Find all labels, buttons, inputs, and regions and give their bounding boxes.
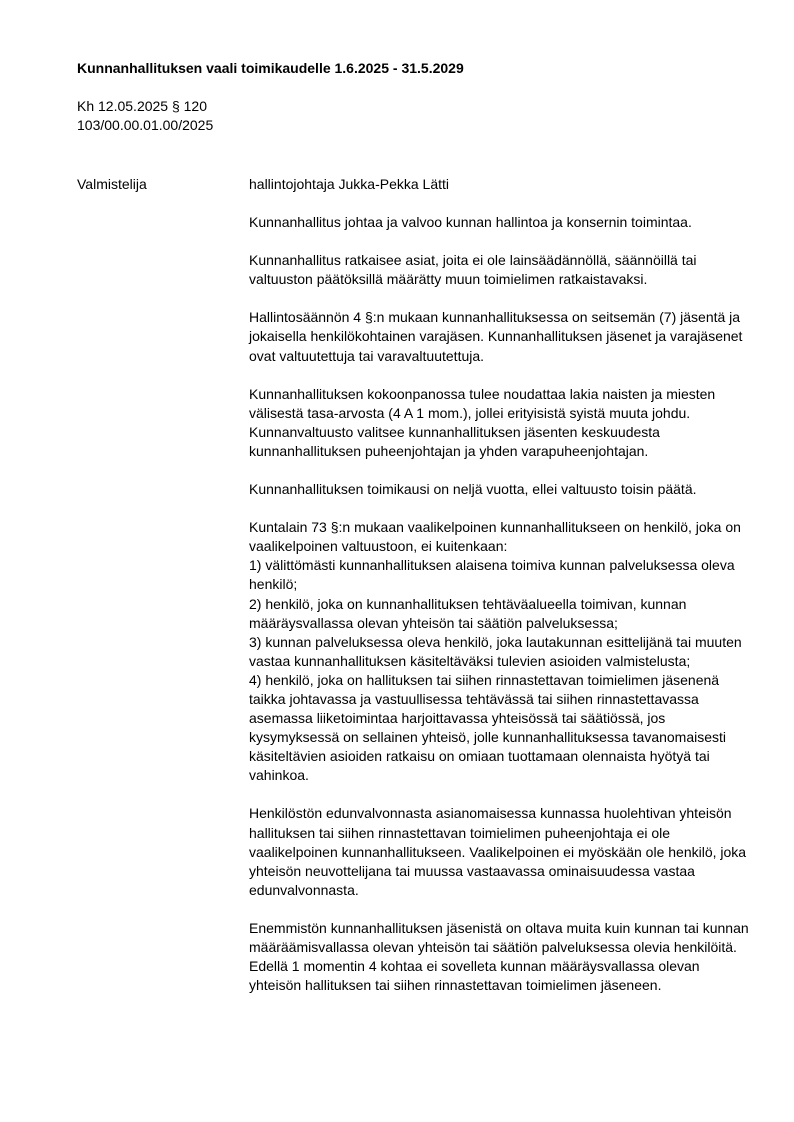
paragraph-4: Kunnanhallituksen kokoonpanossa tulee noudattaa lakia naisten ja miesten välisestä tasa-arvosta (4 A 1 mom.), jollei erityisistä syistä muuta johdu. Kunnanvaltuusto valitsee kunnanhallituksen jäsenten keskuudesta kunnanhallituksen puheenjohtajan ja yhden varapuheenjohtajan. bbox=[249, 385, 716, 459]
document-title: Kunnanhallituksen vaali toimikaudelle 1.6.2025 - 31.5.2029 bbox=[77, 60, 464, 76]
paragraph-6 bbox=[249, 518, 749, 785]
paragraph-3: Hallintosäännön 4 §:n mukaan kunnanhallituksessa on seitsemän (7) jäsentä ja jokaisella henkilökohtainen varajäsen. Kunnanhallituksen jäsenet ja varajäsenet ovat valtuutettuja tai varavaltuutettuja. bbox=[249, 309, 743, 364]
eligibility-item-1: 1) välittömästi kunnanhallituksen alaisena toimiva kunnan palveluksessa oleva henkilö; bbox=[249, 557, 735, 593]
preparer-name: hallintojohtaja Jukka-Pekka Lätti bbox=[249, 176, 450, 192]
paragraph-5: Kunnanhallituksen toimikausi on neljä vuotta, ellei valtuusto toisin päätä. bbox=[249, 481, 697, 498]
preparer-label: Valmistelija bbox=[77, 176, 147, 192]
document-meta bbox=[77, 97, 213, 135]
paragraph-7: Henkilöstön edunvalvonnasta asianomaisessa kunnassa huolehtivan yhteisön hallituksen tai siihen rinnastettavan toimielimen puheenjohtaja ei ole vaalikelpoinen kunnanhallitukseen. Vaalikelpoinen ei myöskään ole henkilö, joka yhteisön neuvottelijana tai muussa vastaavassa ominaisuudessa vastaa edunvalvonnasta. bbox=[249, 805, 747, 898]
record-number: 103/00.00.01.00/2025 bbox=[77, 117, 214, 133]
paragraph-2: Kunnanhallitus ratkaisee asiat, joita ei ole lainsäädännöllä, säännöillä tai valtuuston päätöksillä määrätty muun toimielimen ratkaistavaksi. bbox=[249, 252, 697, 288]
eligibility-item-3: 3) kunnan palveluksessa oleva henkilö, joka lautakunnan esittelijänä tai muuten vastaa kunnanhallituksen käsiteltäväksi tulevien asioiden valmistelusta; bbox=[249, 633, 742, 669]
eligibility-item-2: 2) henkilö, joka on kunnanhallituksen tehtäväalueella toimivan, kunnan määräysvallassa olevan yhteisön tai säätiön palveluksessa; bbox=[249, 595, 687, 631]
paragraph-9: Edellä 1 momentin 4 kohtaa ei sovelleta kunnan määräysvallassa olevan yhteisön hallituksen tai siihen rinnastettavan toimielimen jäseneen. bbox=[249, 958, 700, 994]
meeting-reference: Kh 12.05.2025 § 120 bbox=[77, 98, 208, 114]
paragraph-1: Kunnanhallitus johtaa ja valvoo kunnan hallintoa ja konsernin toimintaa. bbox=[249, 214, 692, 231]
eligibility-item-4: 4) henkilö, joka on hallituksen tai siihen rinnastettavan toimielimen jäsenenä taikka johtavassa ja vastuullisessa tehtävässä tai siihen rinnastettavassa asemassa liiketoimintaa harjoittavassa yhteisössä tai säätiössä, jos kysymyksessä on sellainen yhteisö, jolle kunnanhallituksessa tavanomaisesti käsiteltävien asioiden ratkaisu on omiaan tuottamaan olennaista hyötyä tai vahinkoa. bbox=[249, 671, 727, 784]
paragraph-8: Enemmistön kunnanhallituksen jäsenistä on oltava muita kuin kunnan tai kunnan määräämisvallassa olevan yhteisön tai säätiön palveluksessa olevia henkilöitä. bbox=[249, 919, 749, 955]
document-body bbox=[249, 175, 749, 1014]
eligibility-intro: Kuntalain 73 §:n mukaan vaalikelpoinen kunnanhallitukseen on henkilö, joka on vaalikelpoinen valtuustoon, ei kuitenkaan: bbox=[249, 519, 741, 555]
